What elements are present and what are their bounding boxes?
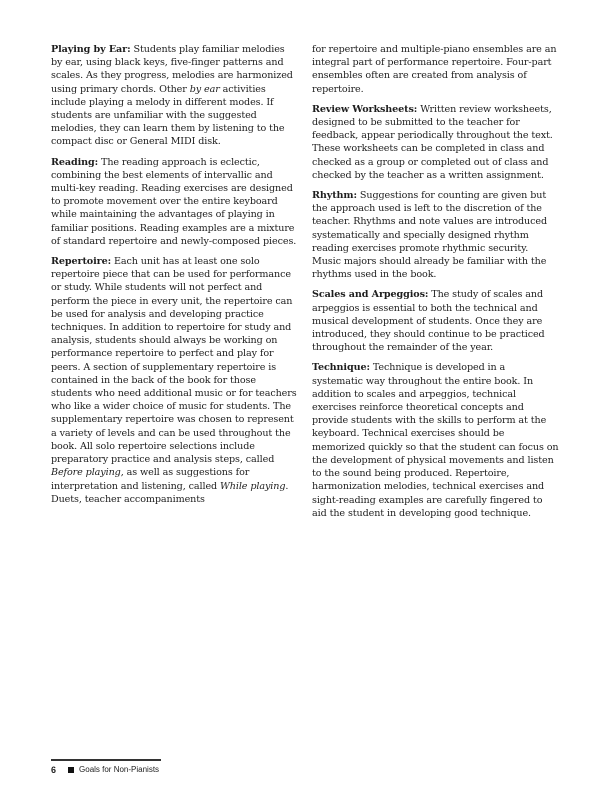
paragraph [312,103,559,182]
paragraph-text: The study of scales and arpeggios is essential to both the technical and musical development of students. Once they are introduced, they should continue to be practiced throughout the remainder of the year. [312,289,545,354]
left-column [51,43,298,513]
paragraph-heading: Scales and Arpeggios: [312,289,429,301]
paragraph-text: , as well as suggestions for interpretation and listening, called [51,467,250,492]
section-title: Goals for Non-Pianists [79,765,160,774]
paragraph [312,361,559,519]
paragraph-heading: Technique: [312,362,370,374]
paragraph-text: . Duets, teacher accompaniments [51,480,289,505]
paragraph-heading: Playing by Ear: [51,44,131,55]
italic-term: by ear [189,83,220,95]
black-square-icon [68,767,74,773]
paragraph [51,255,298,506]
paragraph-heading: Repertoire: [51,256,112,268]
paragraph-heading: Review Worksheets: [312,103,418,115]
footer-rule [51,759,161,761]
paragraph [51,156,298,248]
italic-term: Before playing [51,467,121,479]
italic-term: While playing [220,480,286,492]
paragraph [312,288,559,354]
paragraph-text: Students play familiar melodies by ear, using black keys, five-finger patterns and scales. As they progress, melodies are harmonized using primary chords. Other [51,44,293,95]
right-column [312,43,559,527]
footer-row [51,765,161,775]
paragraph-text: Written review worksheets, designed to be submitted to the teacher for feedback, appear periodically throughout the text. These worksheets can be completed in class and checked as a group or completed out of class and checked by the teacher as a written assignment. [312,103,553,181]
paragraph [312,43,559,96]
paragraph-text: Technique is developed in a systematic way throughout the entire book. In addition to scales and arpeggios, technical exercises reinforce theoretical concepts and provide students with the skills to perform at the keyboard. Technical exercises should be memorized quickly so that the student can focus on the development of physical movements and listen to the sound being produced. Repertoire, harmonization melodies, technical exercises and sight-reading examples are carefully fingered to aid the student in developing good technique. [312,362,559,519]
paragraph-text: Suggestions for counting are given but the approach used is left to the discretion of the teacher. Rhythms and note values are introduced systematically and specially designed rhythm reading exercises promote rhythmic security. Music majors should already be familiar with the rhythms used in the book. [312,190,548,281]
paragraph [312,189,559,281]
page-number: 6 [51,764,57,775]
paragraph-text: Each unit has at least one solo repertoire piece that can be used for performance or study. While students will not perfect and perform the piece in every unit, the repertoire can be used for analysis and developing practice techniques. In addition to repertoire for study and analysis, students should always be working on performance repertoire to perfect and play for peers. A section of supplementary repertoire is contained in the back of the book for those students who need additional music or for teachers who like a wider choice of music for students. The supplementary repertoire was chosen to represent a variety of levels and can be used throughout the book. All solo repertoire selections include preparatory practice and analysis steps, called [51,256,297,466]
page-footer [51,759,161,775]
paragraph-text: for repertoire and multiple-piano ensembles are an integral part of performance repertoire. Four-part ensembles often are created from analysis of repertoire. [312,44,557,95]
paragraph-text: The reading approach is eclectic, combining the best elements of intervallic and multi-key reading. Reading exercises are designed to promote movement over the entire keyboard while maintaining the advantages of playing in familiar positions. Reading examples are a mixture of standard repertoire and newly-composed pieces. [51,156,297,247]
paragraph-heading: Rhythm: [312,190,357,202]
paragraph [51,43,298,149]
paragraph-heading: Reading: [51,156,99,168]
paragraph-text: activities include playing a melody in different modes. If students are unfamiliar with the suggested melodies, they can learn them by listening to the compact disc or General MIDI disk. [51,83,285,148]
